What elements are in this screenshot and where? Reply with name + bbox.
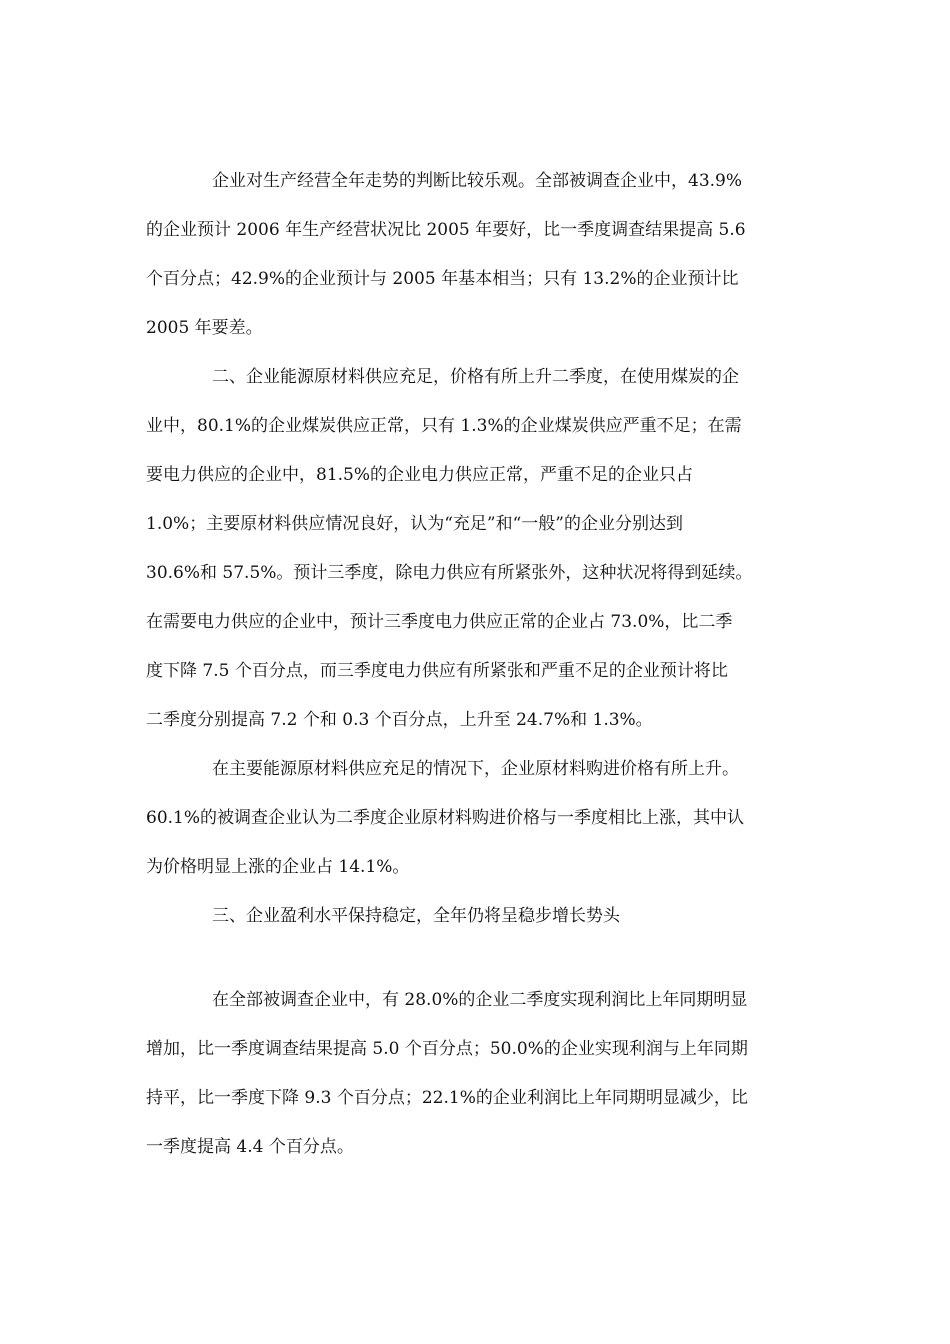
paragraph-5-line-3: 持平，比一季度下降 9.3 个百分点；22.1%的企业利润比上年同期明显减少，比 <box>146 1088 748 1108</box>
paragraph-2-line-1: 二、企业能源原材料供应充足，价格有所上升二季度，在使用煤炭的企 <box>212 367 739 387</box>
paragraph-2-line-5: 30.6%和 57.5%。预计三季度，除电力供应有所紧张外，这种状况将得到延续。 <box>146 563 753 583</box>
paragraph-2-line-6: 在需要电力供应的企业中，预计三季度电力供应正常的企业占 73.0%，比二季 <box>146 612 733 632</box>
paragraph-5-line-2: 增加，比一季度调查结果提高 5.0 个百分点；50.0%的企业实现利润与上年同期 <box>146 1039 748 1059</box>
paragraph-1-line-2: 的企业预计 2006 年生产经营状况比 2005 年要好，比一季度调查结果提高 5.6 <box>146 220 746 240</box>
paragraph-3-line-1: 在主要能源原材料供应充足的情况下，企业原材料购进价格有所上升。 <box>212 759 739 779</box>
paragraph-2-line-4: 1.0%；主要原材料供应情况良好，认为“充足”和“一般”的企业分别达到 <box>146 514 683 534</box>
paragraph-1-line-4: 2005 年要差。 <box>146 318 263 338</box>
paragraph-2-line-3: 要电力供应的企业中，81.5%的企业电力供应正常，严重不足的企业只占 <box>146 465 694 485</box>
paragraph-5-line-1: 在全部被调查企业中，有 28.0%的企业二季度实现利润比上年同期明显 <box>212 990 748 1010</box>
paragraph-2-line-7: 度下降 7.5 个百分点，而三季度电力供应有所紧张和严重不足的企业预计将比 <box>146 661 728 681</box>
paragraph-5-line-4: 一季度提高 4.4 个百分点。 <box>146 1137 354 1157</box>
paragraph-1-line-3: 个百分点；42.9%的企业预计与 2005 年基本相当；只有 13.2%的企业预计比 <box>146 269 739 289</box>
section-heading-3: 三、企业盈利水平保持稳定，全年仍将呈稳步增长势头 <box>212 906 620 926</box>
paragraph-2-line-8: 二季度分别提高 7.2 个和 0.3 个百分点，上升至 24.7%和 1.3%。 <box>146 710 653 730</box>
paragraph-3-line-2: 60.1%的被调查企业认为二季度企业原材料购进价格与一季度相比上涨，其中认 <box>146 808 745 828</box>
paragraph-3-line-3: 为价格明显上涨的企业占 14.1%。 <box>146 857 410 877</box>
paragraph-1-line-1: 企业对生产经营全年走势的判断比较乐观。全部被调查企业中，43.9% <box>212 171 743 191</box>
paragraph-2-line-2: 业中，80.1%的企业煤炭供应正常，只有 1.3%的企业煤炭供应严重不足；在需 <box>146 416 742 436</box>
